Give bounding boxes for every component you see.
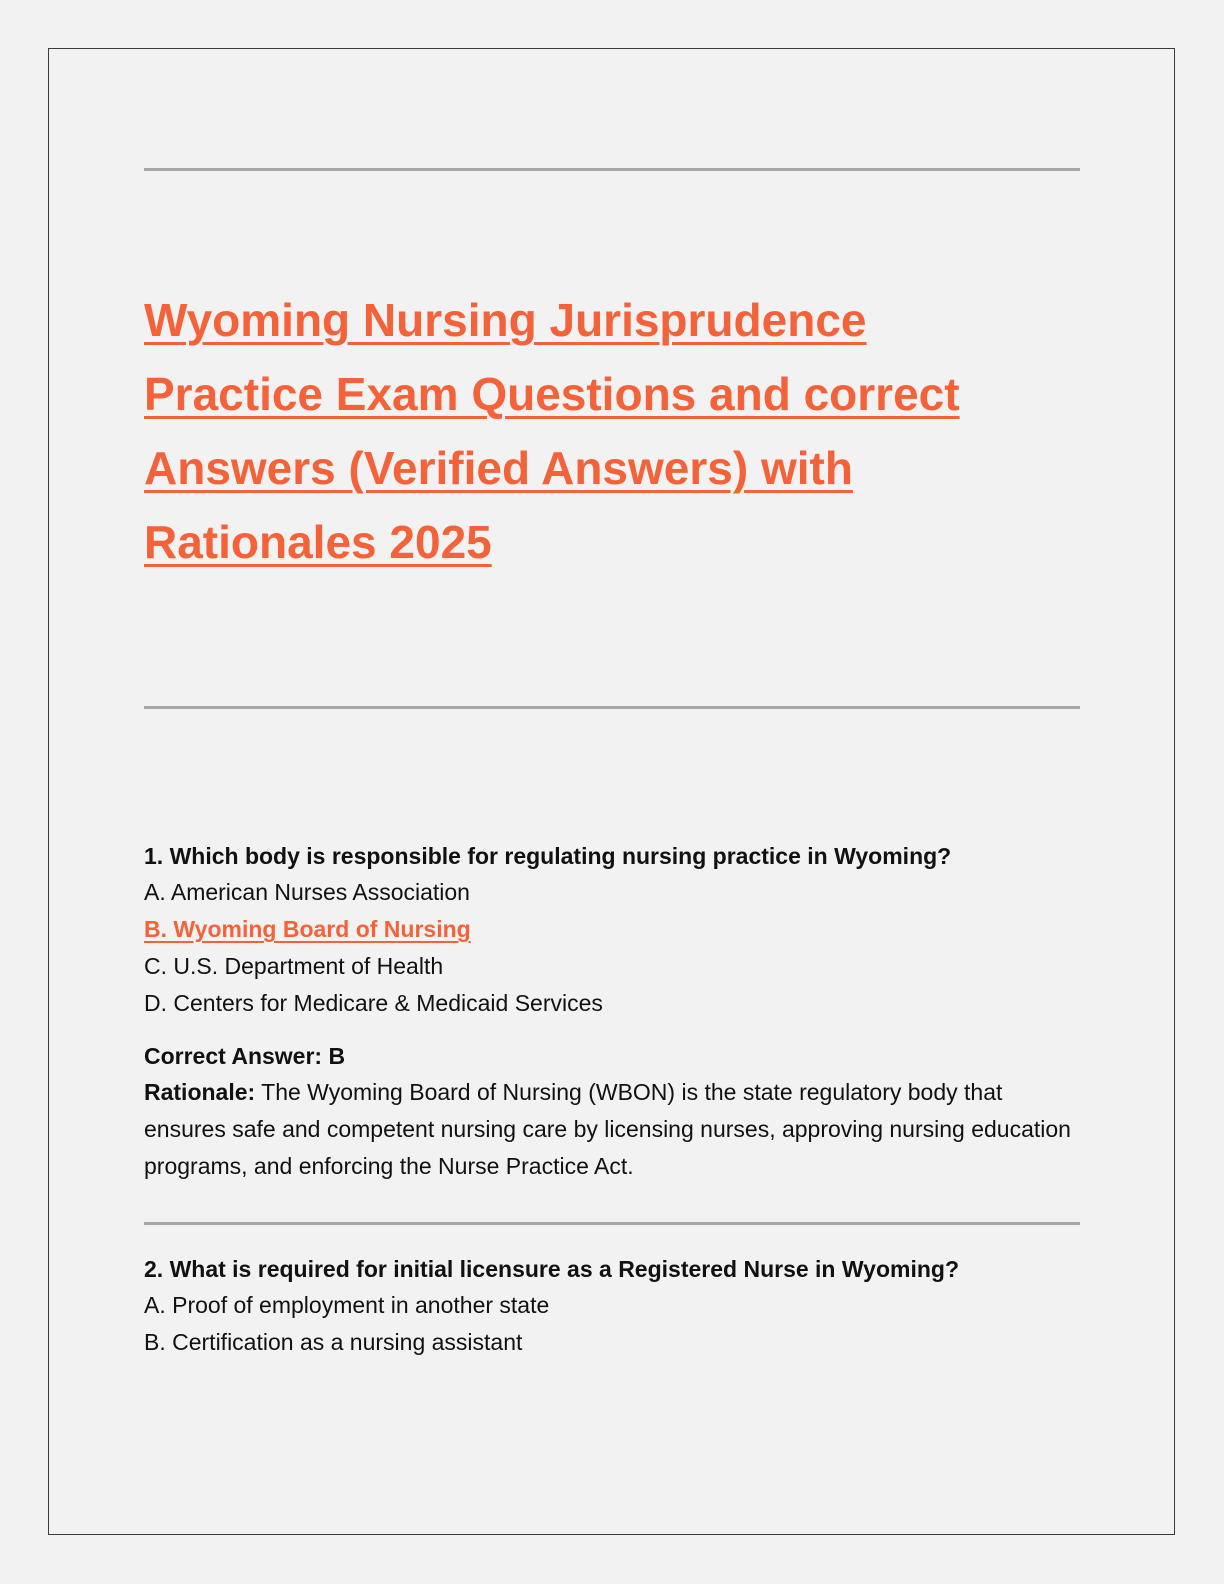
title-line: Rationales 2025 [144, 516, 492, 568]
answer-option: B. Certification as a nursing assistant [144, 1329, 523, 1355]
answer-option-correct: B. Wyoming Board of Nursing [144, 916, 471, 942]
rationale [144, 1074, 1074, 1185]
title-line: Practice Exam Questions and correct [144, 368, 960, 420]
answer-option: C. U.S. Department of Health [144, 953, 444, 979]
answer-option: A. Proof of employment in another state [144, 1292, 550, 1318]
divider-between-questions [144, 1222, 1080, 1225]
question-text: 2. What is required for initial licensure as a Registered Nurse in Wyoming? [144, 1256, 959, 1282]
rationale-text: The Wyoming Board of Nursing (WBON) is the state regulatory body that ensures safe and competent nursing care by licensing nurses, approving nursing education programs, and enforcing the Nurse Practice Act. [144, 1079, 1071, 1179]
title-line: Answers (Verified Answers) with [144, 442, 853, 494]
question-2 [144, 1251, 1074, 1361]
correct-answer: Correct Answer: B [144, 1043, 346, 1069]
answer-option: A. American Nurses Association [144, 879, 470, 905]
title-line: Wyoming Nursing Jurisprudence [144, 294, 867, 346]
divider-after-title [144, 706, 1080, 709]
answer-option: D. Centers for Medicare & Medicaid Services [144, 990, 603, 1016]
document-title [144, 283, 1064, 579]
rationale-label: Rationale: [144, 1079, 256, 1105]
question-text: 1. Which body is responsible for regulating nursing practice in Wyoming? [144, 843, 952, 869]
divider-top [144, 168, 1080, 171]
question-1 [144, 838, 1074, 1185]
